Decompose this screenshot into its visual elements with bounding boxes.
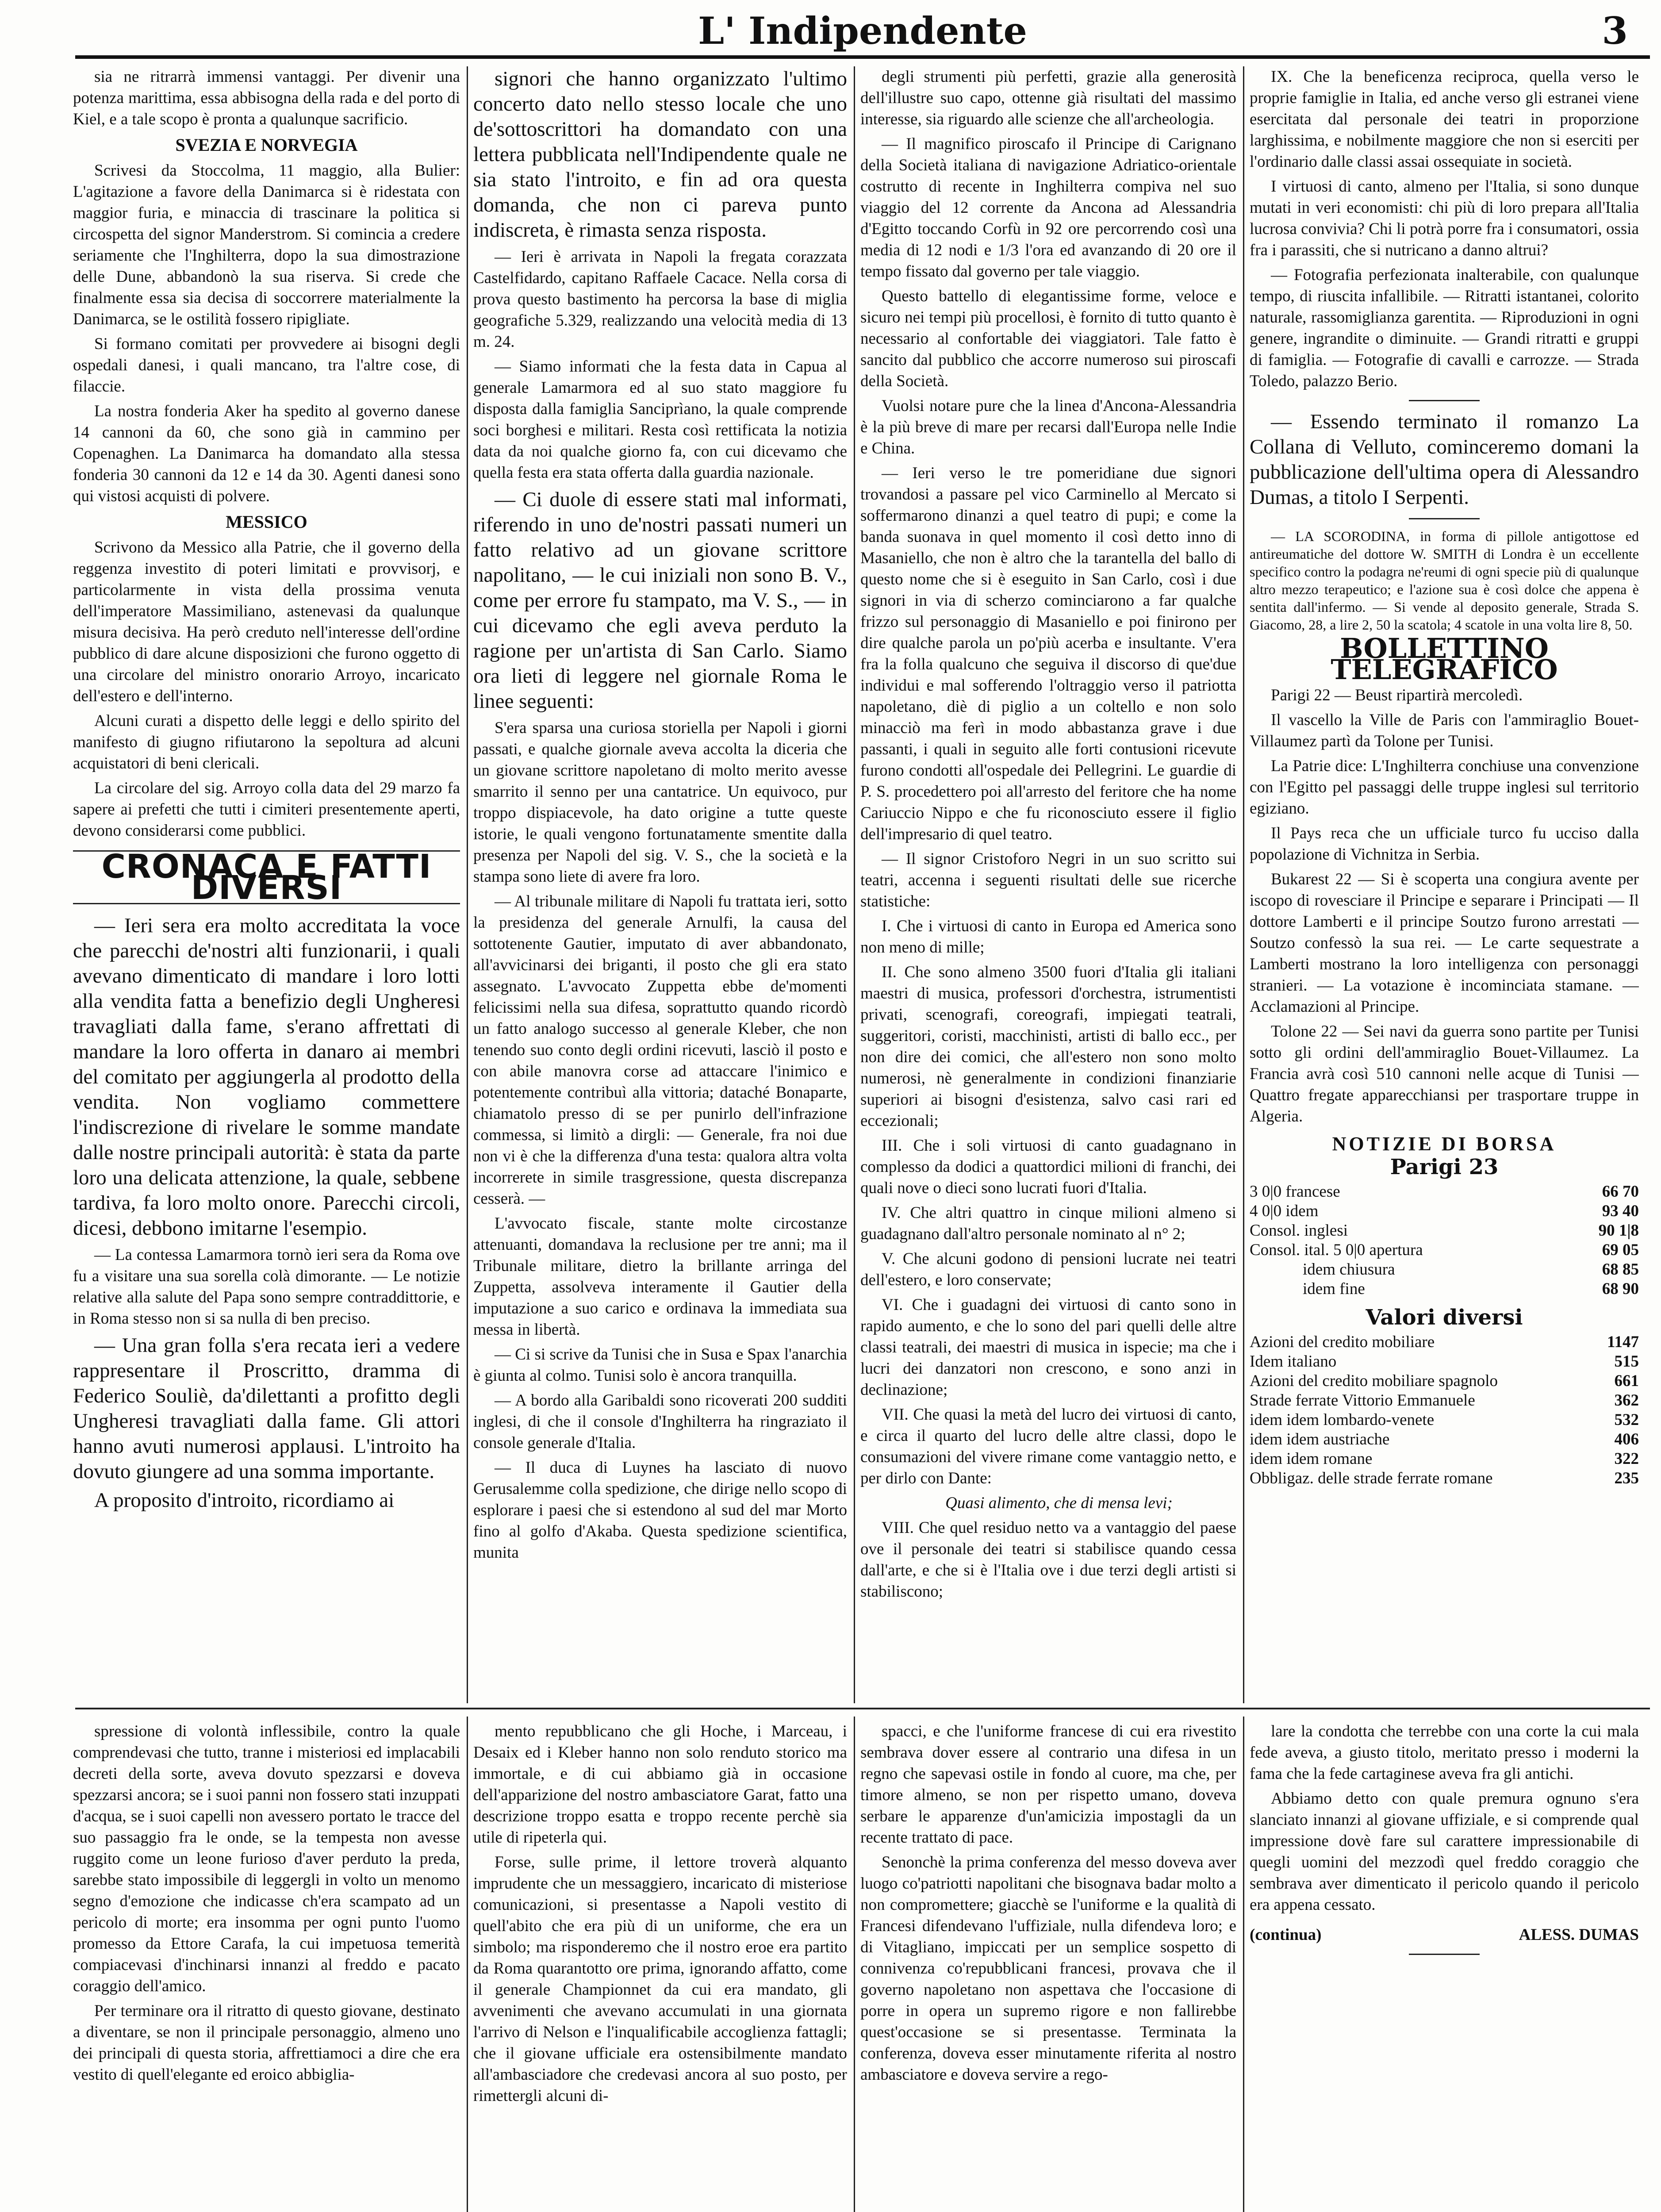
column-4 xyxy=(1250,66,1639,1703)
table-row xyxy=(1250,1352,1639,1371)
article-text: Scrivesi da Stoccolma, 11 maggio, alla Bulier: L'agitazione a favore della Danimarca si è ridestata con maggior furia, e minaccia di trascinare la politica si circospetta del signor Manderstrom. Si comincia a credere seriamente che l'Inghilterra, dopo la sua dimostrazione delle Dune, abbandonò la sua riserva. Si crede che finalmente essa sia decisa di soccorrere materialmente la Danimarca, se le ostilità fossero ripigliate. xyxy=(73,161,460,328)
advertisement-text: — LA SCORODINA, in forma di pillole antigottose ed antireumatiche del dottore W. SMITH di Londra è un eccellente specifico contro la podagra ne'reumi di ogni specie più di qualunque altro mezzo terapeutico; e l'azione sua è così dolce che appena è sentita dall'infermo. — Si vende al deposito generale, Strada S. Giacomo, 28, a lire 2, 50 la scatola; 4 scatole in una volta lire 8, 50. xyxy=(1250,528,1639,633)
feuilleton-column-4 xyxy=(1250,1721,1639,2212)
masthead xyxy=(80,9,1646,58)
table-row xyxy=(1250,1449,1639,1469)
column-1 xyxy=(73,66,460,1703)
quote-label: Consol. inglesi xyxy=(1250,1221,1348,1240)
article-text: — Ci si scrive da Tunisi che in Susa e Spax l'anarchia è giunta al colmo. Tunisi solo è ancora tranquilla. xyxy=(473,1345,847,1385)
article-text: — La contessa Lamarmora tornò ieri sera da Roma ove fu a visitare una sua sorella colà dimorante. — Le notizie relative alla salute del Papa sono sempre contraddittorie, e in Roma stesso non si sa nulla di ben preciso. xyxy=(73,1246,460,1328)
section-heading-borsa: NOTIZIE DI BORSA xyxy=(1332,1133,1557,1155)
quote-value: 362 xyxy=(1614,1391,1639,1409)
table-row xyxy=(1250,1371,1639,1391)
quote-value: 1147 xyxy=(1607,1333,1639,1351)
column-divider xyxy=(854,66,855,1703)
quote-value: 235 xyxy=(1614,1469,1639,1487)
subheading-parigi: Parigi 23 xyxy=(1390,1155,1499,1179)
quote-value: 661 xyxy=(1614,1372,1639,1390)
quote-label: Obbligaz. delle strade ferrate romane xyxy=(1250,1469,1493,1487)
section-heading-bollettino: BOLLETTINO TELEGRAFICO xyxy=(1331,632,1558,686)
divider xyxy=(1409,1954,1480,1955)
table-row xyxy=(1250,1221,1639,1240)
table-row xyxy=(1250,1202,1639,1221)
article-text: — Al tribunale militare di Napoli fu trattata ieri, sotto la presidenza del generale Arnulfi, la causa del sottotenente Gautier, imputato di aver abbandonato, all'avvicinarsi dei briganti, il posto che gli era stato assegnato. L'avvocato Zuppetta ebbe de'momenti felicissimi nella sua difesa, soprattutto quando ricordò un fatto analogo successo al generale Kleber, che non tenendo suo conto degli ordini ricevuti, lasciò il posto e con abile manovra corse ad attaccare l'inimico e potentemente contribuì alla vittoria; dataché Bonaparte, chiamatolo presso di se per punirlo dell'infrazione commessa, si limitò a dirgli: — Generale, fra noi due non vi è che la differenza d'una testa: qualora altra volta incorrerete in simile trasgressione, questa discrepanza cesserà. — xyxy=(473,892,847,1208)
quote-value: 406 xyxy=(1614,1430,1639,1448)
column-divider xyxy=(467,66,468,1703)
article-text: — Ieri è arrivata in Napoli la fregata corazzata Castelfidardo, capitano Raffaele Cacace. Nella corsa di prova questo bastimento ha percorsa la base di miglia geografiche 5.329, realizzando una velocità media di 13 m. 24. xyxy=(473,248,847,351)
article-text: — Il magnifico piroscafo il Principe di Carignano della Società italiana di navigazione Adriatico-orientale costrutto di recente in Inghilterra compiva nel suo viaggio del 12 corrente da Ancona ad Alessandria d'Egitto toccando Corfù in 92 ore percorrendo così una media di 12 nodi e 1/3 l'ora ed avanzando di 20 ore il tempo fissato dal governo per tale viaggio. xyxy=(860,135,1236,280)
telegram-text: La Patrie dice: L'Inghilterra conchiuse una convenzione con l'Egitto pel passaggi delle truppe inglesi sul territorio egiziano. xyxy=(1250,757,1639,818)
table-row xyxy=(1250,1391,1639,1410)
article-text: — Siamo informati che la festa data in Capua al generale Lamarmora ed al suo stato maggiore fu disposta dalla famiglia Sanciprìano, la quale comprende soci borghesi e militari. Resta così rettificata la notizia data da noi qualche giorno fa, con cui dicevamo che quella festa era stata offerta dalla guardia nazionale. xyxy=(473,357,847,482)
telegram-text: Bukarest 22 — Si è scoperta una congiura avente per iscopo di rovesciare il Principe e separare i Principati — Il dottore Lamberti e il principe Soutzo furono arrestati — Soutzo confessò la sua rei. — Le carte sequestrate a Lamberti mostrano la loro intelligenza con personaggi stranieri. — La votazione è incominciata stamane. — Acclamazioni al Principe. xyxy=(1250,870,1639,1016)
column-divider xyxy=(854,1717,855,2212)
article-text: V. Che alcuni godono di pensioni lucrate nei teatri dell'estero, e loro conservate; xyxy=(860,1250,1236,1289)
article-text: II. Che sono almeno 3500 fuori d'Italia gli italiani maestri di musica, professori d'orchestra, istrumentisti privati, scenografi, coreografi, impiegati teatrali, suggeritori, coristi, macchinisti, artisti di ballo ecc., per non dire dei comici, che all'estero non sono molto numerosi, nè generalmente in condizioni finanziarie superiori ai bisogni d'esistenza, salvo casi rari ed eccezionali; xyxy=(860,963,1236,1130)
column-2 xyxy=(473,66,847,1703)
article-text: Vuolsi notare pure che la linea d'Ancona-Alessandria è la più breve di mare per recarsi dall'Europa nelle Indie e China. xyxy=(860,397,1236,457)
article-text: — Ci duole di essere stati mal informati, riferendo in uno de'nostri passati numeri un fatto relativo ad un giovane scrittore napolitano, — le cui iniziali non sono B. V., come per errore fu stampato, ma V. S., — in cui dicevamo che egli aveva perduto la ragione per un'artista di San Carlo. Siamo ora lieti di leggere nel giornale Roma le linee seguenti: xyxy=(473,488,847,713)
subheading-valori: Valori diversi xyxy=(1366,1305,1523,1330)
feuilleton-column-1 xyxy=(73,1721,460,2212)
article-text: La circolare del sig. Arroyo colla data del 29 marzo fa sapere ai prefetti che tutti i cimiteri presentemente aperti, devono considerarsi come pubblici. xyxy=(73,779,460,840)
table-row xyxy=(1250,1469,1639,1488)
quote-label: idem idem romane xyxy=(1250,1450,1373,1468)
feuilleton-column-2 xyxy=(473,1721,847,2212)
quote-label: idem idem lombardo-venete xyxy=(1250,1411,1435,1429)
novel-text: Senonchè la prima conferenza del messo doveva aver luogo co'patriotti napolitani che bisognava badar molto a non compromettere; giacchè se l'uniforme e la qualità di Francesi difendevano l'uffiziale, nulla difendeva loro; e di Vitagliano, impiccati per un semplice sospetto di connivenza co'repubblicani francesi, provava che il governo napoletano non aspettava che l'occasione di porre in opera un supremo rigore e non fallirebbe quest'occasione se si presentasse. Terminata la conferenza, doveva esser minutamente riferita al nostro ambasciatore e doveva servire a rego- xyxy=(860,1853,1236,2084)
article-text: IX. Che la beneficenza reciproca, quella verso le proprie famiglie in Italia, ed anche verso gli estranei viene esercitata dal personale dei teatri in proporzione larghissima, e nobilmente maggiore che non si eserciti per l'ordinario dalle classi assai ossequiate in società. xyxy=(1250,68,1639,171)
signature-line xyxy=(1250,1924,1639,1946)
feuilleton-column-3 xyxy=(860,1721,1236,2212)
quote-value: 90 1|8 xyxy=(1598,1221,1639,1240)
quote-value: 93 40 xyxy=(1602,1202,1639,1220)
table-row xyxy=(1250,1240,1639,1260)
advertisement-text: — Fotografia perfezionata inalterabile, con qualunque tempo, di riuscita infallibile. — Ritratti istantanei, colorito naturale, rassomiglianza garentita. — Riproduzioni in ogni genere, ingrandite o diminuite. — Grandi ritratti e gruppi di famiglia. — Fotografie di cavalli e carrozze. — Strada Toledo, palazzo Berio. xyxy=(1250,266,1639,390)
section-heading-cronaca: CRONACA E FATTI DIVERSI xyxy=(73,850,460,904)
quote-value: 68 90 xyxy=(1602,1280,1639,1298)
article-text: VI. Che i guadagni dei virtuosi di canto sono in rapido aumento, e che lo sono del pari quelli delle altre classi teatrali, dei maestri di musica in ispecie; ma che i lucri dei danzatori non crescono, e sono anzi in declinazione; xyxy=(860,1296,1236,1399)
quote-label: 3 0|0 francese xyxy=(1250,1183,1340,1201)
quote-label: Strade ferrate Vittorio Emmanuele xyxy=(1250,1391,1475,1409)
novel-text: Per terminare ora il ritratto di questo giovane, destinato a diventare, se non il principale personaggio, almeno uno dei principali di questa storia, affrettiamoci a dire che era vestito di quell'elegante ed eroico abbiglia- xyxy=(73,2002,460,2084)
novel-text: spacci, e che l'uniforme francese di cui era rivestito sembrava dover essere al contrario una difesa in un regno che sapevasi ostile in fondo al cuore, ma che, per timore almeno, se non per rispetto umano, doveva serbare le apparenze d'un'amicizia impostagli da un recente trattato di pace. xyxy=(860,1722,1236,1847)
telegram-text: Tolone 22 — Sei navi da guerra sono partite per Tunisi sotto gli ordini dell'ammiraglio Bouet-Villaumez. La Francia avrà così 510 cannoni nelle acque di Tunisi — Quattro fregate apparecchiansi per trasportare truppe in Algeria. xyxy=(1250,1022,1639,1125)
article-text: VII. Che quasi la metà del lucro dei virtuosi di canto, e circa il quarto del lucro delle altre classi, dopo le consumazioni del vivere rimane come vantaggio netto, e per dirlo con Dante: xyxy=(860,1406,1236,1487)
divider xyxy=(1409,400,1480,401)
table-row xyxy=(1250,1430,1639,1449)
section-heading: MESSICO xyxy=(226,512,307,532)
article-text: — A bordo alla Garibaldi sono ricoverati 200 sudditi inglesi, di che il console d'Inghilterra ha ringraziato il console generale d'Italia. xyxy=(473,1391,847,1452)
quote-value: 68 85 xyxy=(1602,1260,1639,1279)
article-text: I virtuosi di canto, almeno per l'Italia, si sono dunque mutati in veri economisti: chi più di loro prepara all'Italia lucrosa convivia? Chi li potrà porre fra i consumatori, ossia fra i parassiti, che si nutricano a danno altrui? xyxy=(1250,177,1639,259)
author-name: ALESS. DUMAS xyxy=(1519,1926,1639,1944)
article-text: sia ne ritrarrà immensi vantaggi. Per divenir una potenza marittima, essa abbisogna della rada e del porto di Kiel, e a tale scopo è pronta a qualunque sacrificio. xyxy=(73,68,460,128)
quote-label: Azioni del credito mobiliare spagnolo xyxy=(1250,1372,1498,1390)
stock-quotes-table xyxy=(1250,1182,1639,1299)
quote-label: idem chiusura xyxy=(1303,1260,1395,1279)
telegram-text: Il Pays reca che un ufficiale turco fu ucciso dalla popolazione di Vichnitza in Serbia. xyxy=(1250,824,1639,864)
quote-label: idem idem austriache xyxy=(1250,1430,1390,1448)
page-number: 3 xyxy=(1602,9,1628,53)
article-text: Si formano comitati per provvedere ai bisogni degli ospedali danesi, i quali mancano, tra l'altre cose, di filaccie. xyxy=(73,335,460,396)
article-text: — Ieri sera era molto accreditata la voce che parecchi de'nostri alti funzionarii, i quali avevano dimenticato di mandare i loro lotti alla vendita fatta a benefizio degli Ungheresi travagliati dalla fame, s'erano affrettati di mandare la loro offerta in danaro ai membri del comitato per aggiungerla al prodotto della vendita. Non vogliamo commettere l'indiscrezione di rivelare le somme mandate dalle nostre principali autorità: è stata da parte loro una delicata attenzione, la quale, sebbene tardiva, fa loro molto onore. Parecchi circoli, dicesi, debbono imitarne l'esempio. xyxy=(73,914,460,1240)
quote-label: Azioni del credito mobiliare xyxy=(1250,1333,1435,1351)
novel-text: spressione di volontà inflessibile, contro la quale comprendevasi che tutto, tranne i misteriosi ed implacabili decreti della sorte, aveva dovuto spezzarsi e doveva spezzarsi ancora; se i suoi panni non fossero stati inzuppati d'acqua, se i suoi capelli non avessero portato le tracce del suo passaggio fra le onde, se la tempesta non avesse ruggito come un leone furioso d'aver perduto la preda, sarebbe stato impossibile di leggergli in volto un menomo segno d'emozione che indicasse ch'era scampato ad un pericolo di morte; era insomma per ogni punto l'uomo promesso da Ettore Carafa, la cui impetuosa temerità compiacevasi d'inchinarsi innanzi al freddo e pacato coraggio dell'amico. xyxy=(73,1722,460,1995)
article-text: Questo battello di elegantissime forme, veloce e sicuro nei tempi più procellosi, è fornito di tutto quanto è necessario al confortable dei viaggiatori. Tale fatto è sancito dal pubblico che accorre numeroso sui piroscafi della Società. xyxy=(860,287,1236,390)
article-quote: Quasi alimento, che di mensa levi; xyxy=(945,1494,1173,1512)
novel-text: lare la condotta che terrebbe con una corte la cui mala fede aveva, a giusto titolo, meritato presso i moderni la fama che la fede cartaginese aveva fra gli antichi. xyxy=(1250,1722,1639,1783)
telegram-text: Il vascello la Ville de Paris con l'ammiraglio Bouet-Villaumez partì da Tolone per Tunisi. xyxy=(1250,711,1639,750)
column-divider xyxy=(1243,1717,1244,2212)
quote-value: 322 xyxy=(1614,1450,1639,1468)
article-text: — Ieri verso le tre pomeridiane due signori trovandosi a passare pel vico Carminello al Mercato si soffermarono dinanzi a quel teatro di pupi; e come la banda suonava in quel momento il così detto inno di Masaniello, che non è altro che la tarantella del ballo di questo nome che si è eseguito in San Carlo, così i due signori in via di scherzo cominciarono a far qualche frizzo sul personaggio di Masaniello e poi finirono per dire qualche parola un po'più acerba e insultante. V'era fra la folla qualcuno che seguiva il discorso di que'due individui e mal sofferendo l'oltraggio verso il patriotta napoletano, diè di piglio a un coltello e non solo minacciò ma ferì in modo abbastanza grave i due passanti, i quali in seguito alle forti contusioni ricevute furono condotti all'ospedale dei Pellegrini. Le guardie di P. S. procedettero poi all'arresto del feritore che ha nome Cariuccio Nippo e che fu riconosciuto essere il figlio dell'impresario di quel teatro. xyxy=(860,464,1236,843)
quote-label: idem fine xyxy=(1303,1280,1365,1298)
article-text: III. Che i soli virtuosi di canto guadagnano in complesso da dodici a quattordici milioni di franchi, dei quali nove o dieci sono lucrati fuori d'Italia. xyxy=(860,1137,1236,1197)
article-text: VIII. Che quel residuo netto va a vantaggio del paese ove il personale dei teatri si stabilisce quando cessa dall'arte, e che si è l'Italia ove i due terzi degli artisti si stabiliscono; xyxy=(860,1519,1236,1601)
quote-value: 515 xyxy=(1614,1352,1639,1371)
article-text: signori che hanno organizzato l'ultimo concerto dato nello stesso locale che uno de'sottoscrittori ha domandato con una lettera pubblicata nell'Indipendente quale ne sia stato l'introito, e fin ad ora questa domanda, che non ci pareva punto indiscreta, è rimasta senza risposta. xyxy=(473,67,847,242)
column-divider xyxy=(467,1717,468,2212)
article-text: I. Che i virtuosi di canto in Europa ed America sono non meno di mille; xyxy=(860,917,1236,956)
article-text: — Il duca di Luynes ha lasciato di nuovo Gerusalemme colla spedizione, che dirige nello scopo di esplorare i paesi che si estendono al sud del mar Morto fino al golfo d'Akaba. Questa spedizione scientifica, munita xyxy=(473,1459,847,1562)
column-divider xyxy=(1243,66,1244,1703)
quote-label: 4 0|0 idem xyxy=(1250,1202,1319,1220)
article-text: A proposito d'introito, ricordiamo ai xyxy=(94,1489,395,1512)
table-row xyxy=(1250,1260,1639,1279)
article-text: IV. Che altri quattro in cinque milioni almeno si guadagnano dall'altro personale nominato al n° 2; xyxy=(860,1204,1236,1243)
section-heading: SVEZIA E NORVEGIA xyxy=(175,135,358,155)
novel-text: Forse, sulle prime, il lettore troverà alquanto imprudente che un messaggiero, incaricato di misteriose comunicazioni, si presentasse a Napoli vestito di quell'abito che era più di un uniforme, che era un simbolo; ma risponderemo che il nostro eroe era partito da Roma quarantotto ore prima, ignorando affatto, come il generale Championnet da cui era mandato, gli avvenimenti che avevano accumulati in una giornata l'arrivo di Nelson e l'inqualificabile accoglienza fattagli; che il giovane ufficiale era ostensibilmente mandato all'ambasciadore che credevasi ancora al suo posto, per rimettergli alcuni di- xyxy=(473,1853,847,2105)
quote-label: Consol. ital. 5 0|0 apertura xyxy=(1250,1241,1423,1259)
article-text: Scrivono da Messico alla Patrie, che il governo della reggenza investito di poteri limitati e provvisorj, e particolarmente in vista della prossima venuta dell'imperatore Massimiliano, astenevasi da qualunque misura decisiva. Ha però creduto nell'interesse dell'ordine pubblico di dare alcune disposizioni che furono oggetto di una circolare del ministro onorario Arroyo, incaricato dell'estero e dell'interno. xyxy=(73,538,460,705)
quote-value: 69 05 xyxy=(1602,1241,1639,1259)
announcement-text: — Essendo terminato il romanzo La Collana di Velluto, cominceremo domani la pubblicazione dell'ultima opera di Alessandro Dumas, a titolo I Serpenti. xyxy=(1250,410,1639,509)
table-row xyxy=(1250,1182,1639,1202)
article-text: S'era sparsa una curiosa storiella per Napoli i giorni passati, e qualche giornale aveva accolta la diceria che un giovane scrittore napoletano di molto merito avesse smarrito il senno per una cantatrice. Un equivoco, pur troppo dispiacevole, ha dato origine a tutte queste istorie, le quali vengono fortunatamente smentite dalla presenza per Napoli del sig. V. S., che la società e la stampa sono liete di avere fra loro. xyxy=(473,719,847,886)
article-text: Alcuni curati a dispetto delle leggi e dello spirito del manifesto di giugno rifiutarono la sepoltura ad alcuni acquistatori di beni clericali. xyxy=(73,712,460,772)
quote-value: 66 70 xyxy=(1602,1183,1639,1201)
column-3 xyxy=(860,66,1236,1703)
table-row xyxy=(1250,1279,1639,1299)
article-text: — Il signor Cristoforo Negri in un suo scritto sui teatri, accenna i seguenti risultati delle sue ricerche statistiche: xyxy=(860,850,1236,910)
continua-label: (continua) xyxy=(1250,1926,1322,1944)
masthead-rule xyxy=(75,55,1650,59)
newspaper-title: L' Indipendente xyxy=(698,9,1027,53)
divider xyxy=(1409,518,1480,519)
table-row xyxy=(1250,1333,1639,1352)
novel-text: mento repubblicano che gli Hoche, i Marceau, i Desaix ed i Kleber hanno non solo renduto storico ma immortale, e di cui abbiamo già in occasione dell'apparizione del nostro ambasciatore Garat, fatto una descrizione troppo esatta e troppo recente perchè sia utile di ripeterla qui. xyxy=(473,1722,847,1847)
novel-text: Abbiamo detto con quale premura ognuno s'era slanciato innanzi al giovane uffiziale, e si comprende qual impressione dovè fare sul carattere impressionabile di quegli uomini del mezzodì quel freddo coraggio che sembrava aver dimenticato il pericolo quando il pericolo era appena cessato. xyxy=(1250,1790,1639,1914)
securities-table xyxy=(1250,1333,1639,1488)
telegram-text: Parigi 22 — Beust ripartirà mercoledì. xyxy=(1271,686,1523,704)
feuilleton-rule xyxy=(75,1708,1650,1709)
article-text: — Una gran folla s'era recata ieri a vedere rappresentare il Proscritto, dramma di Federico Souliè, da'dilettanti a profitto degli Ungheresi travagliati dalla fame. Gli attori hanno avuti numerosi applausi. L'introito ha dovuto giungere ad una somma importante. xyxy=(73,1334,460,1483)
quote-value: 532 xyxy=(1614,1411,1639,1429)
article-text: La nostra fonderia Aker ha spedito al governo danese 14 cannoni da 60, che sono già in cammino per Copenaghen. La Danimarca ha domandato alla stessa fonderia 30 cannoni da 12 e 14 da 30. Agenti danesi sono qui vistosi acquisti di polvere. xyxy=(73,402,460,505)
article-text: L'avvocato fiscale, stante molte circostanze attenuanti, domandava la reclusione per tre anni; ma il Tribunale militare, dietro la brillante arringa del Zuppetta, assolveva interamente il Gautier della imputazione a suo carico e ordinava la immediata sua messa in libertà. xyxy=(473,1214,847,1339)
quote-label: Idem italiano xyxy=(1250,1352,1337,1371)
table-row xyxy=(1250,1410,1639,1430)
article-text: degli strumenti più perfetti, grazie alla generosità dell'illustre suo capo, ottenne già risultati del massimo interesse, sia riguardo alle scienze che all'archeologia. xyxy=(860,68,1236,128)
